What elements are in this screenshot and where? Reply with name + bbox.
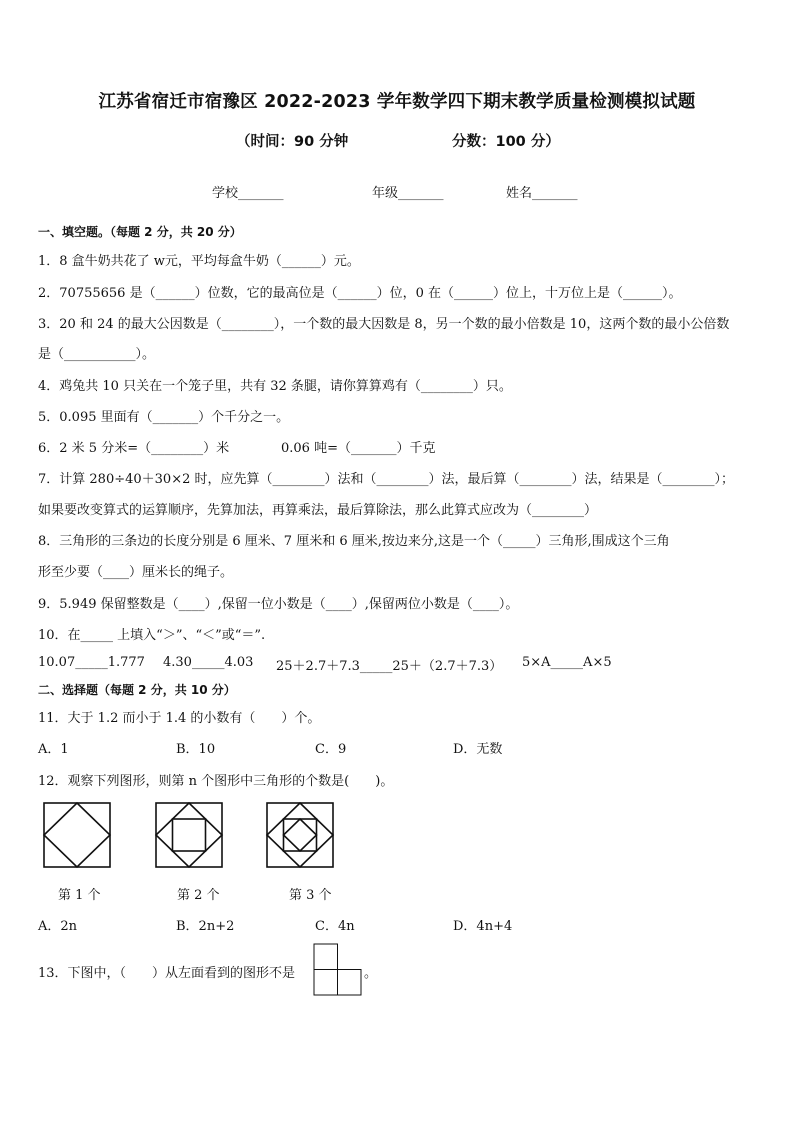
question-6-part-a: 6．2 米 5 分米=（________）米 (38, 441, 230, 456)
page-title: 江苏省宿迁市宿豫区 2022-2023 学年数学四下期末教学质量检测模拟试题 (98, 92, 696, 112)
figure-3 (266, 802, 334, 868)
question-10-item: 5×A_____A×5 (522, 655, 612, 670)
question-12-option-d: D．4n+4 (453, 919, 513, 934)
figure-2-caption: 第 2 个 (177, 888, 220, 903)
figure-3-inner-square (284, 819, 317, 851)
question-1: 1．8 盒牛奶共花了 w元，平均每盒牛奶（______）元。 (38, 254, 360, 269)
figure-3-diamond (267, 803, 333, 867)
question-8-line-1: 8．三角形的三条边的长度分别是 6 厘米、7 厘米和 6 厘米,按边来分,这是一个（_____）三角形,围成这个三角 (38, 534, 670, 549)
side-view-bottom-left-cube (314, 970, 338, 996)
section-fill-in: 一、填空题。（每题 2 分，共 20 分） (38, 225, 242, 239)
question-13-side-view-figure (313, 943, 362, 996)
name-field: 姓名_______ (506, 186, 578, 201)
figure-1-outer-square (44, 803, 110, 867)
figure-3-caption: 第 3 个 (289, 888, 332, 903)
question-10-item: 10.07_____1.777 (38, 655, 145, 670)
school-field: 学校_______ (212, 186, 284, 201)
side-view-top-cube (314, 944, 338, 970)
question-12-option-a: A．2n (38, 919, 78, 934)
question-8-line-2: 形至少要（____）厘米长的绳子。 (38, 565, 234, 580)
question-3-line-2: 是（___________）。 (38, 347, 156, 362)
question-12: 12．观察下列图形，则第 n 个图形中三角形的个数是( )。 (38, 774, 394, 789)
question-6-part-b: 0.06 吨=（_______）千克 (281, 441, 436, 456)
figure-1 (43, 802, 111, 868)
section-choice: 二、选择题（每题 2 分，共 10 分） (38, 683, 236, 697)
question-11-option-a: A．1 (38, 742, 69, 757)
figure-2-outer-square (156, 803, 222, 867)
figure-2-diamond (156, 803, 222, 867)
question-13: 13．下图中，（ ）从左面看到的图形不是 (38, 966, 296, 981)
figure-3-outer-square (267, 803, 333, 867)
question-10: 10．在_____ 上填入“＞”、“＜”或“＝”. (38, 628, 266, 643)
question-13-end: 。 (364, 966, 378, 981)
exam-score: 分数：100 分） (452, 134, 560, 150)
figure-1-diamond (44, 803, 110, 867)
question-9: 9．5.949 保留整数是（____）,保留一位小数是（____）,保留两位小数是（____）。 (38, 597, 519, 612)
figure-1-caption: 第 1 个 (58, 888, 101, 903)
question-5: 5．0.095 里面有（_______）个千分之一。 (38, 410, 290, 425)
question-7-line-1: 7．计算 280÷40＋30×2 时，应先算（________）法和（________）法，最后算（________）法，结果是（________）； (38, 472, 734, 487)
question-11-option-c: C．9 (315, 742, 347, 757)
question-2: 2．70755656 是（______）位数，它的最高位是（______）位，0 在（______）位上，十万位上是（______）。 (38, 286, 682, 301)
figure-2 (155, 802, 223, 868)
question-10-item: 4.30_____4.03 (163, 655, 254, 670)
grade-field: 年级_______ (372, 186, 444, 201)
side-view-bottom-right-cube (338, 970, 362, 996)
figure-3-inner-diamond (284, 819, 317, 851)
exam-time: （时间：90 分钟 (236, 134, 349, 150)
question-11-option-d: D．无数 (453, 742, 503, 757)
figure-2-inner-square (173, 819, 206, 851)
question-7-line-2: 如果要改变算式的运算顺序，先算加法，再算乘法，最后算除法，那么此算式应改为（________） (38, 503, 598, 518)
question-12-option-b: B．2n+2 (176, 919, 235, 934)
question-11: 11．大于 1.2 而小于 1.4 的小数有（ ）个。 (38, 711, 321, 726)
question-10-item: 25＋2.7＋7.3_____25＋（2.7＋7.3） (276, 659, 503, 674)
question-11-option-b: B．10 (176, 742, 216, 757)
question-3-line-1: 3．20 和 24 的最大公因数是（________），一个数的最大因数是 8，另一个数的最小倍数是 10，这两个数的最小公倍数 (38, 317, 730, 332)
question-12-option-c: C．4n (315, 919, 355, 934)
question-4: 4．鸡兔共 10 只关在一个笼子里，共有 32 条腿，请你算算鸡有（________）只。 (38, 379, 512, 394)
